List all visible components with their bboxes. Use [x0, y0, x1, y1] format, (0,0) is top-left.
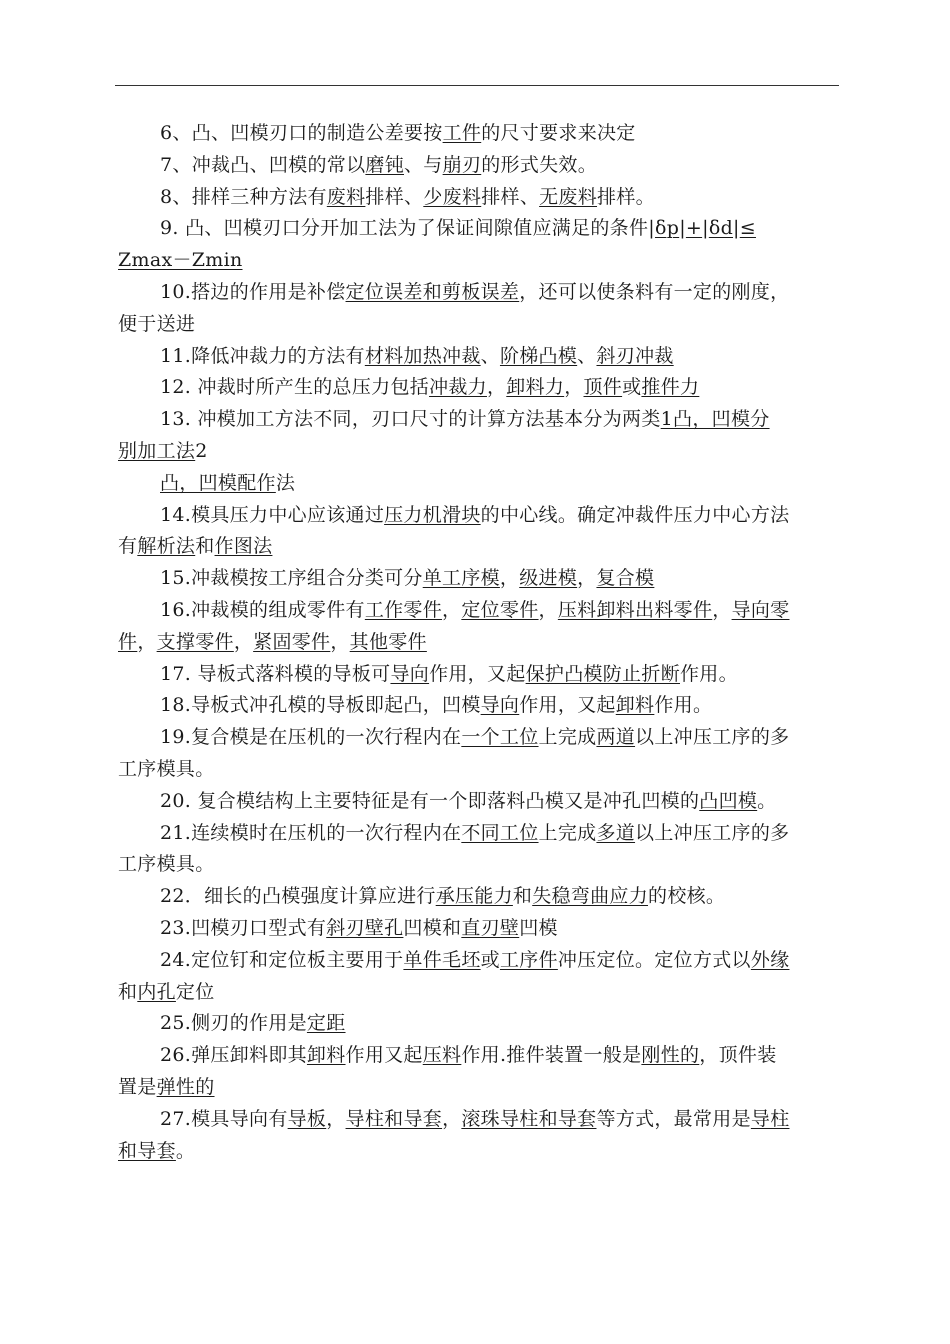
- text-line: [118, 309, 836, 341]
- text-line: [118, 786, 836, 818]
- document-body: [118, 118, 836, 1167]
- text-segment: 以上冲压工序的多: [635, 821, 790, 844]
- answer-blank: 保护凸模防止折断: [525, 662, 680, 685]
- text-line: [118, 182, 836, 214]
- text-segment: 的校核。: [648, 885, 726, 908]
- text-segment: 和: [512, 885, 533, 908]
- answer-blank: 少废料: [423, 185, 482, 208]
- answer-blank: 斜刃壁孔: [326, 916, 404, 939]
- text-segment: 置是: [118, 1075, 157, 1098]
- text-segment: |: [702, 217, 709, 240]
- answer-blank: 内孔: [137, 980, 176, 1003]
- text-segment: 凹模和: [403, 916, 462, 939]
- answer-blank: 解析法: [137, 535, 196, 558]
- answer-blank: 斜刃冲裁: [596, 344, 674, 367]
- text-segment: 7、冲裁凸、凹模的常以: [160, 153, 366, 176]
- text-segment: 或: [480, 948, 500, 971]
- text-line: [118, 500, 836, 532]
- text-line: [118, 818, 836, 850]
- answer-blank: 作图法: [214, 535, 273, 558]
- answer-blank: δp: [654, 217, 680, 240]
- header-rule: [115, 85, 839, 86]
- text-line: [118, 690, 836, 722]
- text-segment: 作用。: [680, 662, 738, 685]
- answer-blank: 压力机滑块: [384, 503, 481, 526]
- answer-blank: 导板: [287, 1107, 327, 1130]
- text-line: [118, 1008, 836, 1040]
- text-segment: ，: [442, 1107, 462, 1130]
- text-line: [118, 213, 836, 245]
- answer-blank: 定位误差和剪板误差: [345, 280, 520, 303]
- answer-blank: 支撑零件: [156, 630, 234, 653]
- text-segment: ，: [712, 598, 732, 621]
- answer-blank: 材料加热冲裁: [364, 344, 481, 367]
- answer-blank: 滚珠导柱和导套: [461, 1107, 597, 1130]
- answer-blank: 单工序模: [422, 567, 500, 590]
- text-segment: 27.模具导向有: [160, 1107, 288, 1130]
- text-segment: 和: [118, 980, 138, 1003]
- text-line: [118, 627, 836, 659]
- text-line: [118, 881, 836, 913]
- answer-blank: 冲裁力: [429, 376, 487, 399]
- text-segment: 22．细长的凸模强度计算应进行: [160, 885, 436, 908]
- text-line: [118, 372, 836, 404]
- answer-blank: 定距: [306, 1012, 346, 1035]
- answer-blank: 其他零件: [349, 630, 427, 653]
- answer-blank: 废料: [326, 185, 366, 208]
- answer-blank: 阶梯凸模: [499, 344, 578, 367]
- answer-blank: 压料卸料出料零件: [557, 598, 713, 621]
- text-segment: 和: [195, 535, 215, 558]
- text-line: [118, 754, 836, 786]
- answer-blank: 卸料: [306, 1044, 346, 1067]
- answer-blank: 1凸，凹模分: [660, 408, 770, 431]
- text-segment: 12. 冲裁时所产生的总压力包括: [160, 376, 430, 399]
- text-segment: 作用。: [654, 694, 713, 717]
- answer-blank: ≤: [739, 217, 756, 240]
- text-segment: ，: [137, 630, 157, 653]
- text-segment: 23.凹模刃口型式有: [160, 916, 327, 939]
- text-line: [118, 436, 836, 468]
- answer-blank: 导柱: [750, 1107, 790, 1130]
- text-segment: ，: [442, 598, 462, 621]
- answer-blank: 一个工位: [461, 726, 539, 749]
- answer-blank: 直刃壁: [461, 916, 520, 939]
- answer-blank: 件: [118, 630, 138, 653]
- text-segment: 作用，又起: [429, 662, 526, 685]
- answer-blank: δd: [708, 217, 734, 240]
- text-segment: 便于送进: [118, 312, 196, 335]
- text-line: [118, 722, 836, 754]
- text-segment: 上完成: [538, 726, 597, 749]
- text-segment: 或: [622, 376, 642, 399]
- answer-blank: 别加工法: [118, 439, 196, 462]
- text-segment: 法: [275, 471, 296, 494]
- answer-blank: 导柱和导套: [345, 1107, 443, 1130]
- answer-blank: +: [685, 217, 703, 240]
- text-segment: 25.侧刃的作用是: [160, 1012, 307, 1035]
- text-segment: 16.冲裁模的组成零件有: [160, 598, 365, 621]
- answer-blank: 崩刃: [442, 153, 482, 176]
- text-segment: 15.冲裁模按工序组合分类可分: [160, 567, 423, 590]
- text-line: [118, 1040, 836, 1072]
- answer-blank: 导向: [480, 694, 520, 717]
- text-segment: 、: [577, 344, 597, 367]
- answer-blank: 弹性的: [156, 1075, 215, 1098]
- text-segment: 排样、: [365, 185, 424, 208]
- answer-blank: 卸料力: [506, 376, 565, 399]
- answer-blank: 顶件: [583, 376, 623, 399]
- answer-blank: 单件毛坯: [403, 948, 481, 971]
- text-line: [118, 118, 836, 150]
- text-segment: 24.定位钉和定位板主要用于: [160, 948, 404, 971]
- text-segment: 的中心线。确定冲裁件压力中心方法: [480, 503, 790, 526]
- text-line: [118, 245, 836, 277]
- text-segment: ，还可以使条料有一定的刚度，: [519, 280, 790, 303]
- text-segment: 凹模: [519, 916, 558, 939]
- text-line: [118, 659, 836, 691]
- text-segment: |: [679, 217, 686, 240]
- text-segment: 工序模具。: [118, 853, 215, 876]
- text-segment: ，: [233, 630, 254, 653]
- answer-blank: 磨钝: [365, 153, 404, 176]
- answer-blank: 复合模: [596, 567, 655, 590]
- answer-blank: 凸凹模: [699, 789, 758, 812]
- answer-blank: 级进模: [519, 567, 578, 590]
- text-segment: 20. 复合模结构上主要特征是有一个即落料凸模又是冲孔凹模的: [160, 789, 700, 812]
- text-line: [118, 977, 836, 1009]
- text-line: [118, 913, 836, 945]
- text-segment: 排样。: [597, 185, 655, 208]
- text-segment: 14.模具压力中心应该通过: [160, 503, 385, 526]
- text-segment: 排样、: [481, 185, 540, 208]
- answer-blank: 导向零: [731, 598, 790, 621]
- text-segment: ，: [538, 598, 558, 621]
- text-segment: 11.降低冲裁力的方法有: [160, 344, 365, 367]
- answer-blank: 失稳弯曲应力: [532, 885, 649, 908]
- text-segment: 定位: [175, 980, 215, 1003]
- text-line: [118, 468, 836, 500]
- text-segment: 上完成: [538, 821, 597, 844]
- text-segment: 、与: [404, 153, 443, 176]
- text-line: [118, 277, 836, 309]
- text-segment: 作用又起: [345, 1044, 423, 1067]
- text-segment: 冲压定位。定位方式以: [557, 948, 751, 971]
- answer-blank: 压料: [422, 1044, 462, 1067]
- text-line: [118, 563, 836, 595]
- text-segment: 6、凸、凹模刃口的制造公差要按: [160, 122, 443, 144]
- text-segment: 17. 导板式落料模的导板可: [160, 662, 391, 685]
- text-segment: ，: [326, 1107, 346, 1130]
- answer-blank: 导向: [390, 662, 430, 685]
- text-line: [118, 945, 836, 977]
- text-segment: 13. 冲模加工方法不同，刃口尺寸的计算方法基本分为两类: [160, 408, 661, 431]
- text-segment: 作用.推件装置一般是: [461, 1044, 642, 1067]
- answer-blank: 外缘: [750, 948, 790, 971]
- text-segment: 21.连续模时在压机的一次行程内在: [160, 821, 462, 844]
- text-segment: 有: [118, 535, 138, 558]
- answer-blank: 承压能力: [435, 885, 513, 908]
- answer-blank: 刚性的: [641, 1044, 700, 1067]
- text-segment: 作用，又起: [519, 694, 616, 717]
- answer-blank: 两道: [596, 726, 636, 749]
- text-segment: 。: [757, 789, 777, 812]
- answer-blank: Zmax－Zmin: [118, 249, 243, 272]
- answer-blank: 定位零件: [461, 598, 539, 621]
- answer-blank: 工件: [442, 122, 482, 144]
- answer-blank: 多道: [596, 821, 636, 844]
- text-line: [118, 341, 836, 373]
- text-segment: 的尺寸要求来决定: [481, 122, 636, 144]
- text-segment: 26.弹压卸料即其: [160, 1044, 307, 1067]
- text-line: [118, 1104, 836, 1136]
- text-segment: ，: [564, 376, 584, 399]
- text-line: [118, 595, 836, 627]
- text-segment: 10.搭边的作用是补偿: [160, 280, 346, 303]
- text-segment: 以上冲压工序的多: [635, 726, 790, 749]
- text-segment: 的形式失效。: [481, 153, 598, 176]
- text-line: [118, 150, 836, 182]
- text-segment: 2: [195, 439, 208, 462]
- answer-blank: 和导套: [118, 1139, 176, 1162]
- text-line: [118, 1136, 836, 1168]
- text-segment: 等方式，最常用是: [596, 1107, 751, 1130]
- text-segment: ，: [499, 567, 520, 590]
- answer-blank: 卸料: [615, 694, 655, 717]
- text-line: [118, 531, 836, 563]
- answer-blank: 无废料: [539, 185, 598, 208]
- answer-blank: 工作零件: [364, 598, 443, 621]
- answer-blank: 凸，凹模配作: [160, 471, 276, 494]
- text-segment: ，顶件装: [699, 1044, 777, 1067]
- text-segment: |: [733, 217, 740, 240]
- answer-blank: 紧固零件: [253, 630, 331, 653]
- text-segment: 工序模具。: [118, 757, 215, 780]
- text-segment: 。: [175, 1139, 196, 1162]
- text-segment: 9. 凸、凹模刃口分开加工法为了保证间隙值应满足的条件|: [160, 217, 655, 240]
- answer-blank: 不同工位: [461, 821, 539, 844]
- text-segment: ，: [330, 630, 350, 653]
- text-segment: ，: [486, 376, 507, 399]
- text-line: [118, 404, 836, 436]
- text-segment: 18.导板式冲孔模的导板即起凸，凹模: [160, 694, 481, 717]
- text-segment: ，: [577, 567, 597, 590]
- text-segment: 8、排样三种方法有: [160, 185, 327, 208]
- text-line: [118, 1072, 836, 1104]
- text-segment: 19.复合模是在压机的一次行程内在: [160, 726, 462, 749]
- text-segment: 、: [480, 344, 500, 367]
- answer-blank: 推件力: [641, 376, 700, 399]
- text-line: [118, 849, 836, 881]
- answer-blank: 工序件: [499, 948, 558, 971]
